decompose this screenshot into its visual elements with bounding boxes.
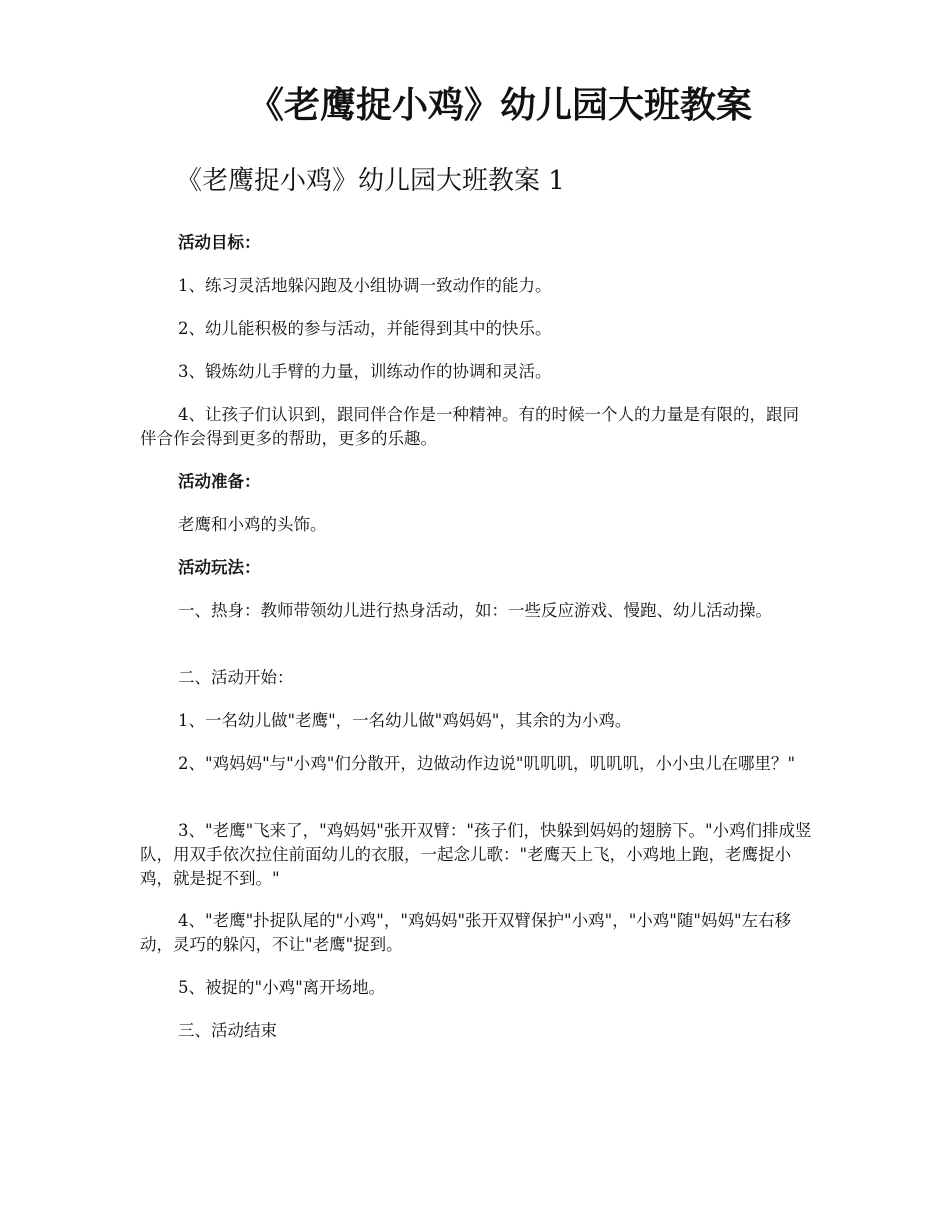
paragraph-step-1: 1、一名幼儿做"老鹰"，一名幼儿做"鸡妈妈"，其余的为小鸡。 [178, 711, 632, 730]
paragraph-goal-1: 1、练习灵活地躲闪跑及小组协调一致动作的能力。 [178, 276, 552, 295]
heading-activity-method: 活动玩法： [178, 558, 261, 577]
paragraph-activity-end: 三、活动结束 [178, 1021, 277, 1040]
heading-activity-goals: 活动目标： [178, 233, 261, 252]
paragraph-warmup: 一、热身：教师带领幼儿进行热身活动，如：一些反应游戏、慢跑、幼儿活动操。 [178, 601, 772, 620]
paragraph-step-5: 5、被捉的"小鸡"离开场地。 [178, 978, 386, 997]
paragraph-step-2: 2、"鸡妈妈"与"小鸡"们分散开，边做动作边说"叽叽叽，叽叽叽，小小虫儿在哪里？" [178, 754, 796, 773]
paragraph-step-4: 4、"老鹰"扑捉队尾的"小鸡"，"鸡妈妈"张开双臂保护"小鸡"，"小鸡"随"妈妈"左右移动，灵巧的躲闪，不让"老鹰"捉到。 [140, 911, 792, 954]
document-title: 《老鹰捉小鸡》幼儿园大班教案 [247, 84, 752, 126]
section-title: 《老鹰捉小鸡》幼儿园大班教案 1 [176, 166, 565, 196]
paragraph-preparation: 老鹰和小鸡的头饰。 [178, 515, 327, 534]
paragraph-goal-2: 2、幼儿能积极的参与活动，并能得到其中的快乐。 [178, 319, 552, 338]
paragraph-activity-start: 二、活动开始： [178, 668, 294, 687]
heading-activity-preparation: 活动准备： [178, 472, 261, 491]
paragraph-step-3: 3、"老鹰"飞来了，"鸡妈妈"张开双臂："孩子们，快躲到妈妈的翅膀下。"小鸡们排成竖队，用双手依次拉住前面幼儿的衣服，一起念儿歌："老鹰天上飞，小鸡地上跑，老鹰捉小鸡，就是捉不到。" [140, 821, 812, 888]
paragraph-goal-4: 4、让孩子们认识到，跟同伴合作是一种精神。有的时候一个人的力量是有限的，跟同伴合作会得到更多的帮助，更多的乐趣。 [140, 405, 799, 448]
paragraph-goal-3: 3、锻炼幼儿手臂的力量，训练动作的协调和灵活。 [178, 362, 552, 381]
